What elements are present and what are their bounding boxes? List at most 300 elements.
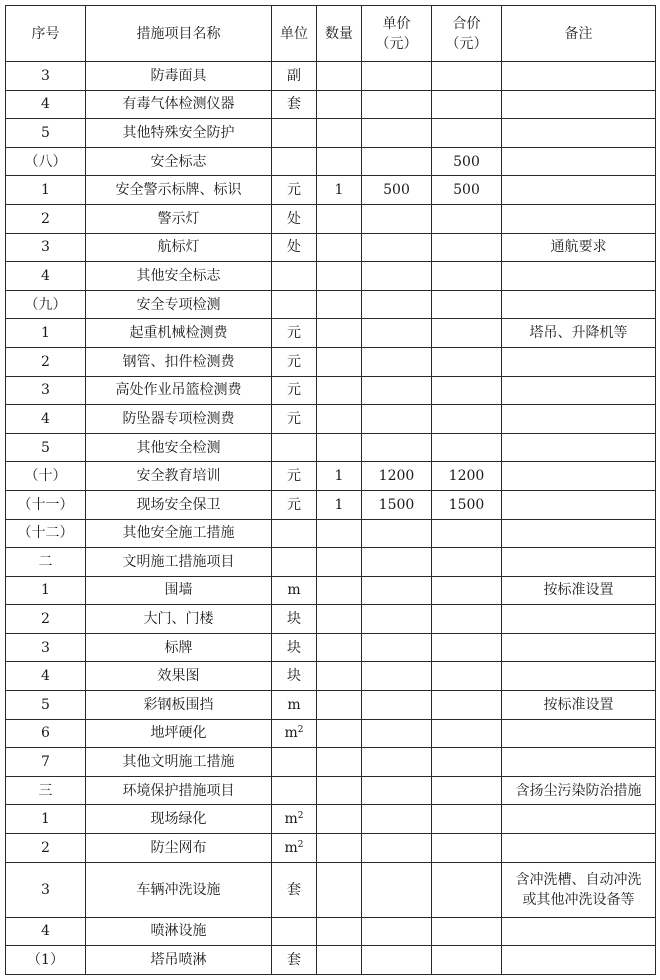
- cell-no: [6, 834, 86, 863]
- table-row: [6, 433, 656, 462]
- cell-name-text: 航标灯: [157, 239, 200, 256]
- cell-price: [362, 462, 432, 491]
- cell-total: [432, 176, 502, 205]
- cell-remark: [502, 462, 656, 491]
- cell-unit: [272, 233, 317, 262]
- cell-total: [432, 719, 502, 748]
- cell-qty: [317, 319, 362, 348]
- cell-unit: [272, 519, 317, 548]
- cell-unit-text: m: [287, 696, 301, 713]
- cell-total: [432, 405, 502, 434]
- table-row: [6, 691, 656, 720]
- cell-unit-text: m: [284, 725, 298, 742]
- cell-unit-text: 套: [287, 96, 301, 113]
- cell-remark: [502, 805, 656, 834]
- cell-name: [86, 233, 272, 262]
- unit-superscript: 2: [297, 811, 304, 822]
- cell-remark: [502, 233, 656, 262]
- cell-name: [86, 376, 272, 405]
- cell-unit: [272, 319, 317, 348]
- cell-name: [86, 90, 272, 119]
- cell-no-text: 4: [41, 668, 50, 685]
- cell-no: [6, 176, 86, 205]
- cell-no: [6, 62, 86, 91]
- table-row: [6, 290, 656, 319]
- cell-no: [6, 204, 86, 233]
- cell-remark: [502, 319, 656, 348]
- cell-name: [86, 204, 272, 233]
- cell-total-text: 500: [453, 182, 480, 199]
- cell-remark: [502, 204, 656, 233]
- cell-price: [362, 376, 432, 405]
- cell-unit-text: 处: [287, 239, 301, 256]
- cell-unit-text: 块: [287, 611, 301, 628]
- cell-unit: [272, 946, 317, 975]
- cell-price: [362, 633, 432, 662]
- cell-no: [6, 917, 86, 946]
- cell-unit-text: m: [284, 839, 298, 856]
- cell-name-text: 安全专项检测: [136, 296, 221, 313]
- cell-name-text: 喷淋设施: [150, 923, 207, 940]
- cell-name: [86, 262, 272, 291]
- cell-remark: [502, 147, 656, 176]
- cell-remark: [502, 262, 656, 291]
- cell-no: [6, 719, 86, 748]
- cell-no: [6, 262, 86, 291]
- cell-price-text: 1200: [378, 468, 415, 485]
- cell-price: [362, 405, 432, 434]
- cell-unit: [272, 347, 317, 376]
- table-row: [6, 719, 656, 748]
- cell-name-text: 防毒面具: [150, 67, 207, 84]
- cell-no: [6, 290, 86, 319]
- table-row: [6, 776, 656, 805]
- table-row: [6, 405, 656, 434]
- cell-name: [86, 748, 272, 777]
- table-row: [6, 805, 656, 834]
- table-row: [6, 633, 656, 662]
- cell-no: [6, 748, 86, 777]
- cell-name: [86, 405, 272, 434]
- cell-total-text: 1200: [448, 468, 485, 485]
- cell-remark: [502, 662, 656, 691]
- cell-unit: [272, 376, 317, 405]
- cell-remark: [502, 834, 656, 863]
- cell-unit: [272, 262, 317, 291]
- cell-no-text: 3: [41, 639, 50, 656]
- cell-name-text: 围墙: [164, 582, 193, 599]
- cell-price: [362, 548, 432, 577]
- cell-qty: [317, 176, 362, 205]
- cell-remark: [502, 917, 656, 946]
- cell-qty: [317, 805, 362, 834]
- cell-price: [362, 917, 432, 946]
- cell-unit: [272, 90, 317, 119]
- cell-price: [362, 347, 432, 376]
- table-row: [6, 347, 656, 376]
- cell-name: [86, 548, 272, 577]
- cell-qty: [317, 519, 362, 548]
- cell-name-text: 地坪硬化: [150, 725, 207, 742]
- cell-no: [6, 805, 86, 834]
- cell-qty: [317, 290, 362, 319]
- cell-qty: [317, 147, 362, 176]
- cell-name: [86, 946, 272, 975]
- cell-no-text: 7: [41, 754, 50, 771]
- cell-total: [432, 548, 502, 577]
- cell-price: [362, 946, 432, 975]
- cell-remark: [502, 719, 656, 748]
- cell-remark-text: 按标准设置: [543, 582, 614, 599]
- cell-total: [432, 319, 502, 348]
- cell-unit: [272, 62, 317, 91]
- cell-unit: [272, 490, 317, 519]
- cell-name-text: 有毒气体检测仪器: [122, 96, 235, 113]
- cell-no: [6, 946, 86, 975]
- table-row: [6, 62, 656, 91]
- cell-unit: [272, 548, 317, 577]
- cell-name: [86, 290, 272, 319]
- cell-no: [6, 691, 86, 720]
- cell-qty: [317, 62, 362, 91]
- table-row: [6, 376, 656, 405]
- cell-unit-text: 元: [287, 325, 301, 342]
- cell-qty: [317, 405, 362, 434]
- cell-name-text: 安全教育培训: [136, 468, 221, 485]
- cell-unit: [272, 862, 317, 917]
- header-no: 序号: [6, 6, 86, 62]
- cell-total: [432, 805, 502, 834]
- cell-remark: [502, 490, 656, 519]
- table-row: [6, 119, 656, 148]
- cell-unit: [272, 204, 317, 233]
- cell-qty: [317, 834, 362, 863]
- cell-qty: [317, 576, 362, 605]
- cell-price: [362, 433, 432, 462]
- cell-name: [86, 176, 272, 205]
- cell-name-text: 塔吊喷淋: [150, 952, 207, 969]
- cell-price: [362, 90, 432, 119]
- cell-price-text: 500: [383, 182, 410, 199]
- cell-name-text: 其他安全标志: [136, 267, 221, 284]
- cell-remark: [502, 376, 656, 405]
- cell-no: [6, 490, 86, 519]
- cell-unit-text: 元: [287, 468, 301, 485]
- cell-name-text: 其他文明施工措施: [122, 754, 235, 771]
- cell-name: [86, 917, 272, 946]
- cell-no-text: （十一）: [17, 496, 74, 513]
- cell-remark-text: 含冲洗槽、自动冲洗 或其他冲洗设备等: [515, 871, 642, 908]
- cell-qty: [317, 347, 362, 376]
- cell-no-text: 3: [41, 382, 50, 399]
- table-row: [6, 176, 656, 205]
- cell-no-text: 5: [41, 124, 50, 141]
- cell-remark: [502, 862, 656, 917]
- cell-qty: [317, 119, 362, 148]
- cell-name: [86, 805, 272, 834]
- cell-no-text: 二: [38, 553, 53, 570]
- cell-qty: [317, 490, 362, 519]
- cell-remark: [502, 748, 656, 777]
- cell-name: [86, 691, 272, 720]
- cell-qty-text: 1: [334, 182, 344, 199]
- cell-no: [6, 576, 86, 605]
- cell-name-text: 安全警示标牌、标识: [115, 182, 242, 199]
- header-qty: 数量: [317, 6, 362, 62]
- cell-name-text: 防坠器专项检测费: [122, 410, 235, 427]
- cell-remark: [502, 946, 656, 975]
- cell-name-text: 标牌: [164, 639, 193, 656]
- cell-unit: [272, 917, 317, 946]
- cell-no-text: 4: [41, 267, 50, 284]
- cell-price: [362, 834, 432, 863]
- cell-no-text: 3: [41, 881, 50, 898]
- cell-no-text: （九）: [24, 296, 67, 313]
- cell-total: [432, 519, 502, 548]
- cell-name: [86, 662, 272, 691]
- table-row: [6, 147, 656, 176]
- cell-name: [86, 462, 272, 491]
- cell-qty: [317, 691, 362, 720]
- cell-price: [362, 290, 432, 319]
- cell-remark-text: 通航要求: [550, 239, 607, 256]
- cell-remark-text: 塔吊、升降机等: [529, 325, 628, 342]
- unit-superscript: 2: [297, 839, 304, 850]
- cell-no: [6, 147, 86, 176]
- cell-no-text: 三: [38, 782, 53, 799]
- cell-price: [362, 605, 432, 634]
- cell-no-text: （十二）: [17, 525, 74, 542]
- cell-remark: [502, 290, 656, 319]
- table-row: [6, 834, 656, 863]
- cell-price: [362, 691, 432, 720]
- table-row: [6, 233, 656, 262]
- cell-name: [86, 519, 272, 548]
- cell-qty: [317, 917, 362, 946]
- cell-unit-text: 处: [287, 210, 301, 227]
- cell-no-text: 2: [41, 839, 50, 856]
- cell-name-text: 现场安全保卫: [136, 496, 221, 513]
- cell-unit: [272, 290, 317, 319]
- cell-name: [86, 719, 272, 748]
- cell-qty: [317, 204, 362, 233]
- cell-remark: [502, 691, 656, 720]
- cell-remark: [502, 119, 656, 148]
- cell-unit: [272, 691, 317, 720]
- cell-name-text: 环境保护措施项目: [122, 782, 235, 799]
- cell-name: [86, 62, 272, 91]
- cell-qty: [317, 862, 362, 917]
- cell-total-text: 1500: [448, 496, 485, 513]
- cell-no: [6, 519, 86, 548]
- cell-total: [432, 633, 502, 662]
- cell-name-text: 文明施工措施项目: [122, 553, 235, 570]
- cell-remark-text: 按标准设置: [543, 696, 614, 713]
- cell-total: [432, 462, 502, 491]
- cell-unit: [272, 719, 317, 748]
- cell-qty: [317, 548, 362, 577]
- cell-price: [362, 776, 432, 805]
- cell-unit: [272, 633, 317, 662]
- cell-no-text: 3: [41, 239, 50, 256]
- cell-no: [6, 90, 86, 119]
- cell-total: [432, 946, 502, 975]
- cell-qty: [317, 433, 362, 462]
- table-row: [6, 262, 656, 291]
- cell-remark-text: 含扬尘污染防治措施: [515, 782, 642, 799]
- cell-no: [6, 776, 86, 805]
- header-name: 措施项目名称: [86, 6, 272, 62]
- cell-unit: [272, 147, 317, 176]
- cell-unit-text: 元: [287, 182, 301, 199]
- cell-unit: [272, 776, 317, 805]
- table-row: [6, 917, 656, 946]
- table-row: [6, 90, 656, 119]
- cell-no-text: 4: [41, 923, 50, 940]
- cell-no-text: 5: [41, 696, 50, 713]
- table-row: [6, 576, 656, 605]
- cell-no-text: 1: [41, 582, 50, 599]
- cell-name: [86, 490, 272, 519]
- cell-total: [432, 119, 502, 148]
- cell-total: [432, 262, 502, 291]
- cell-no-text: 5: [41, 439, 50, 456]
- cell-unit-text: 元: [287, 353, 301, 370]
- cell-no-text: 2: [41, 210, 50, 227]
- cell-no: [6, 433, 86, 462]
- cell-name: [86, 633, 272, 662]
- cell-name: [86, 433, 272, 462]
- cell-total: [432, 147, 502, 176]
- cell-unit-text: 元: [287, 382, 301, 399]
- cell-name-text: 防尘网布: [150, 839, 207, 856]
- cell-unit-text: 套: [287, 881, 301, 898]
- cell-remark: [502, 776, 656, 805]
- cell-qty: [317, 605, 362, 634]
- table-row: [6, 490, 656, 519]
- cell-name-text: 其他安全施工措施: [122, 525, 235, 542]
- cell-total: [432, 376, 502, 405]
- cell-no: [6, 462, 86, 491]
- unit-superscript: 2: [297, 725, 304, 736]
- cell-price: [362, 176, 432, 205]
- cell-no: [6, 548, 86, 577]
- header-unit: 单位: [272, 6, 317, 62]
- measures-table: [5, 5, 656, 975]
- cell-total: [432, 605, 502, 634]
- cell-no: [6, 662, 86, 691]
- cell-no-text: 3: [41, 67, 50, 84]
- cell-no: [6, 376, 86, 405]
- cell-name-text: 警示灯: [157, 210, 200, 227]
- table-row: [6, 462, 656, 491]
- cell-no: [6, 862, 86, 917]
- cell-qty: [317, 233, 362, 262]
- cell-name-text: 彩钢板围挡: [143, 696, 214, 713]
- cell-name-text: 效果图: [157, 668, 200, 685]
- cell-unit-text: 元: [287, 496, 301, 513]
- cell-no: [6, 605, 86, 634]
- header-price: 单价 （元）: [362, 6, 432, 62]
- cell-no-text: 4: [41, 410, 50, 427]
- cell-unit-text: 块: [287, 668, 301, 685]
- cell-no: [6, 347, 86, 376]
- cell-unit: [272, 805, 317, 834]
- cell-name: [86, 576, 272, 605]
- cell-price: [362, 204, 432, 233]
- cell-no-text: （八）: [24, 153, 67, 170]
- cell-price: [362, 576, 432, 605]
- cell-total: [432, 90, 502, 119]
- cell-remark: [502, 519, 656, 548]
- header-total: 合价 （元）: [432, 6, 502, 62]
- cell-total: [432, 347, 502, 376]
- cell-unit: [272, 834, 317, 863]
- cell-no-text: （1）: [27, 952, 64, 969]
- cell-price: [362, 805, 432, 834]
- cell-unit-text: 块: [287, 639, 301, 656]
- cell-no: [6, 233, 86, 262]
- cell-remark: [502, 433, 656, 462]
- table-row: [6, 662, 656, 691]
- table-row: [6, 319, 656, 348]
- cell-no: [6, 405, 86, 434]
- cell-name-text: 大门、门楼: [143, 611, 214, 628]
- cell-total: [432, 490, 502, 519]
- table-row: [6, 862, 656, 917]
- cell-no-text: 1: [41, 182, 50, 199]
- cell-price: [362, 662, 432, 691]
- cell-remark: [502, 176, 656, 205]
- cell-name: [86, 319, 272, 348]
- cell-unit: [272, 433, 317, 462]
- cell-price: [362, 490, 432, 519]
- cell-qty: [317, 946, 362, 975]
- cell-no-text: 4: [41, 96, 50, 113]
- cell-name-text: 安全标志: [150, 153, 207, 170]
- table-row: [6, 946, 656, 975]
- cell-unit: [272, 748, 317, 777]
- cell-price: [362, 319, 432, 348]
- cell-qty: [317, 462, 362, 491]
- cell-unit-text: m: [284, 811, 298, 828]
- cell-total: [432, 748, 502, 777]
- cell-remark: [502, 605, 656, 634]
- cell-no-text: 1: [41, 325, 50, 342]
- cell-no-text: 2: [41, 353, 50, 370]
- cell-unit-text: m: [287, 582, 301, 599]
- cell-total: [432, 576, 502, 605]
- cell-total: [432, 776, 502, 805]
- cell-total: [432, 662, 502, 691]
- cell-unit: [272, 462, 317, 491]
- cell-qty: [317, 662, 362, 691]
- cell-unit: [272, 576, 317, 605]
- cell-total: [432, 834, 502, 863]
- cell-remark: [502, 347, 656, 376]
- cell-name-text: 现场绿化: [150, 811, 207, 828]
- cell-no-text: （十）: [24, 468, 67, 485]
- cell-name-text: 其他安全检测: [136, 439, 221, 456]
- cell-total: [432, 691, 502, 720]
- table-row: [6, 548, 656, 577]
- cell-unit: [272, 405, 317, 434]
- cell-total: [432, 917, 502, 946]
- cell-name: [86, 119, 272, 148]
- cell-qty: [317, 776, 362, 805]
- cell-total: [432, 233, 502, 262]
- cell-price: [362, 62, 432, 91]
